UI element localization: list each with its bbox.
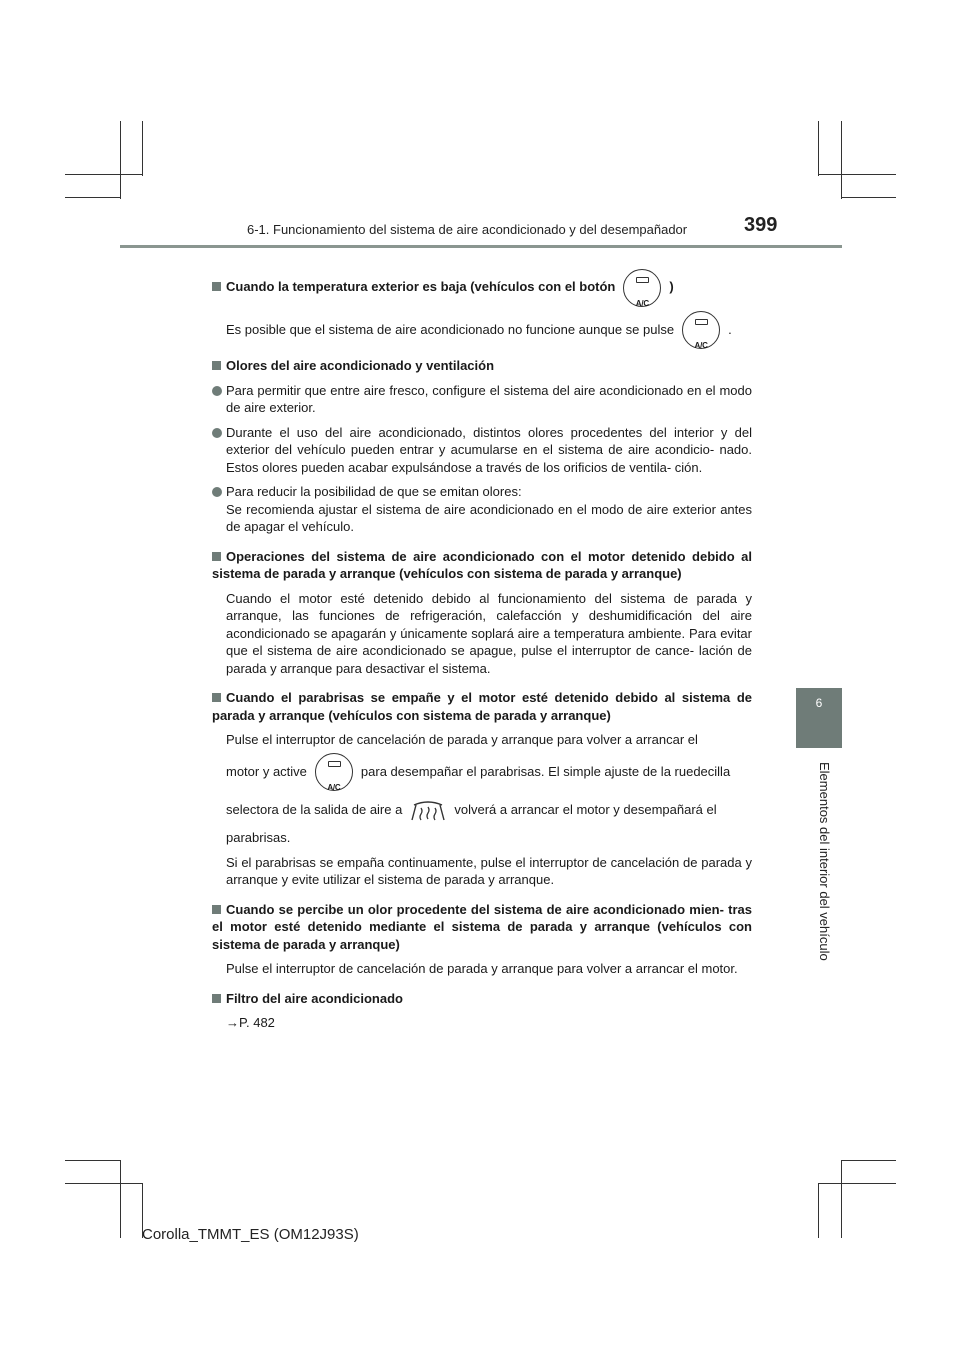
square-bullet-icon bbox=[212, 552, 221, 561]
chapter-number: 6 bbox=[815, 696, 823, 710]
windshield-defroster-icon bbox=[408, 796, 448, 826]
section-heading: Operaciones del sistema de aire acondicionado con el motor detenido debido al sistema de parada y arranque (vehículos con sistema de parada y arranque) bbox=[212, 548, 752, 582]
crop-mark bbox=[120, 1160, 121, 1238]
list-item: Para reducir la posibilidad de que se emitan olores: Se recomienda ajustar el sistema de aire acondicionado en el modo de aire exterior antes de apagar el vehículo. bbox=[212, 483, 752, 536]
crop-mark bbox=[65, 174, 143, 175]
ac-button-icon: A/C bbox=[682, 311, 720, 349]
section-text: Pulse el interruptor de cancelación de parada y arranque para volver a arrancar el motor. bbox=[226, 961, 738, 977]
section-heading: Cuando la temperatura exterior es baja (vehículos con el botón A/C ) bbox=[212, 268, 752, 307]
round-bullet-icon bbox=[212, 487, 222, 497]
crop-mark bbox=[818, 1183, 896, 1184]
crop-mark bbox=[818, 1183, 819, 1238]
list-item: Para permitir que entre aire fresco, configure el sistema del aire acondicionado en el modo de aire exterior. bbox=[212, 382, 752, 417]
crop-mark bbox=[818, 121, 819, 176]
crop-mark bbox=[841, 1160, 842, 1238]
crop-mark bbox=[65, 1183, 143, 1184]
section-text: Cuando el motor esté detenido debido al funcionamiento del sistema de parada y arranque, las funciones de refrigeración, calefacción y deshumidificación del aire acondicionado se apagarán y únicamente soplará aire a temperatura ambiente. Para evitar que el sistema de aire acondicionado se apague, pulse el interruptor de cance- lación de parada y arranque para desactivar el sistema. bbox=[226, 590, 752, 676]
square-bullet-icon bbox=[212, 994, 221, 1003]
round-bullet-icon bbox=[212, 386, 222, 396]
crop-mark bbox=[841, 1160, 896, 1161]
crop-mark bbox=[120, 121, 121, 199]
header-title: 6-1. Funcionamiento del sistema de aire acondicionado y del desempañador bbox=[247, 222, 688, 237]
crop-mark bbox=[818, 174, 896, 175]
round-bullet-icon bbox=[212, 428, 222, 438]
section-text: Pulse el interruptor de cancelación de parada y arranque para volver a arrancar el motor y active A/C para desempañar el parabrisas. El simple ajuste de la ruedecilla selectora de la salida de aire a volverá a arrancar el motor y desempañará el parabrisas. bbox=[226, 732, 731, 846]
crop-mark bbox=[142, 121, 143, 176]
section-heading: Cuando se percibe un olor procedente del sistema de aire acondicionado mien- tras el motor esté detenido mediante el sistema de parada y arranque (vehículos con sistema de parada y arranque) bbox=[212, 901, 752, 952]
square-bullet-icon bbox=[212, 693, 221, 702]
page-number: 399 bbox=[744, 214, 778, 236]
crop-mark bbox=[65, 197, 120, 198]
square-bullet-icon bbox=[212, 361, 221, 370]
chapter-label: Elementos del interior del vehículo bbox=[817, 762, 832, 961]
chapter-tab bbox=[796, 688, 842, 748]
ac-button-icon: A/C bbox=[623, 269, 661, 307]
list-item: Durante el uso del aire acondicionado, distintos olores procedentes del interior y del exterior del vehículo pueden entrar y acumularse en el sistema de aire acondicio- nado. Estos olores pueden acabar expulsándose a través de los orificios de ventila- ción. bbox=[212, 424, 752, 477]
page-reference-link[interactable]: →P. 482 bbox=[226, 1015, 275, 1031]
crop-mark bbox=[65, 1160, 120, 1161]
section-text: Es posible que el sistema de aire acondicionado no funcione aunque se pulse A/C . bbox=[212, 311, 752, 350]
section-heading: Olores del aire acondicionado y ventilación bbox=[212, 357, 752, 375]
section-text: Si el parabrisas se empaña continuamente, pulse el interruptor de cancelación de parada y arranque y evite utilizar el sistema de parada y arranque. bbox=[226, 854, 752, 888]
square-bullet-icon bbox=[212, 282, 221, 291]
main-content bbox=[212, 268, 752, 1032]
crop-mark bbox=[841, 121, 842, 199]
header-divider bbox=[120, 245, 842, 248]
square-bullet-icon bbox=[212, 905, 221, 914]
section-heading: Cuando el parabrisas se empañe y el motor esté detenido debido al sistema de parada y arranque (vehículos con sistema de parada y arranque) bbox=[212, 690, 752, 723]
footer-text: Corolla_TMMT_ES (OM12J93S) bbox=[142, 1226, 359, 1243]
crop-mark bbox=[841, 197, 896, 198]
ac-button-icon: A/C bbox=[315, 753, 353, 791]
section-heading: Filtro del aire acondicionado bbox=[212, 990, 752, 1008]
